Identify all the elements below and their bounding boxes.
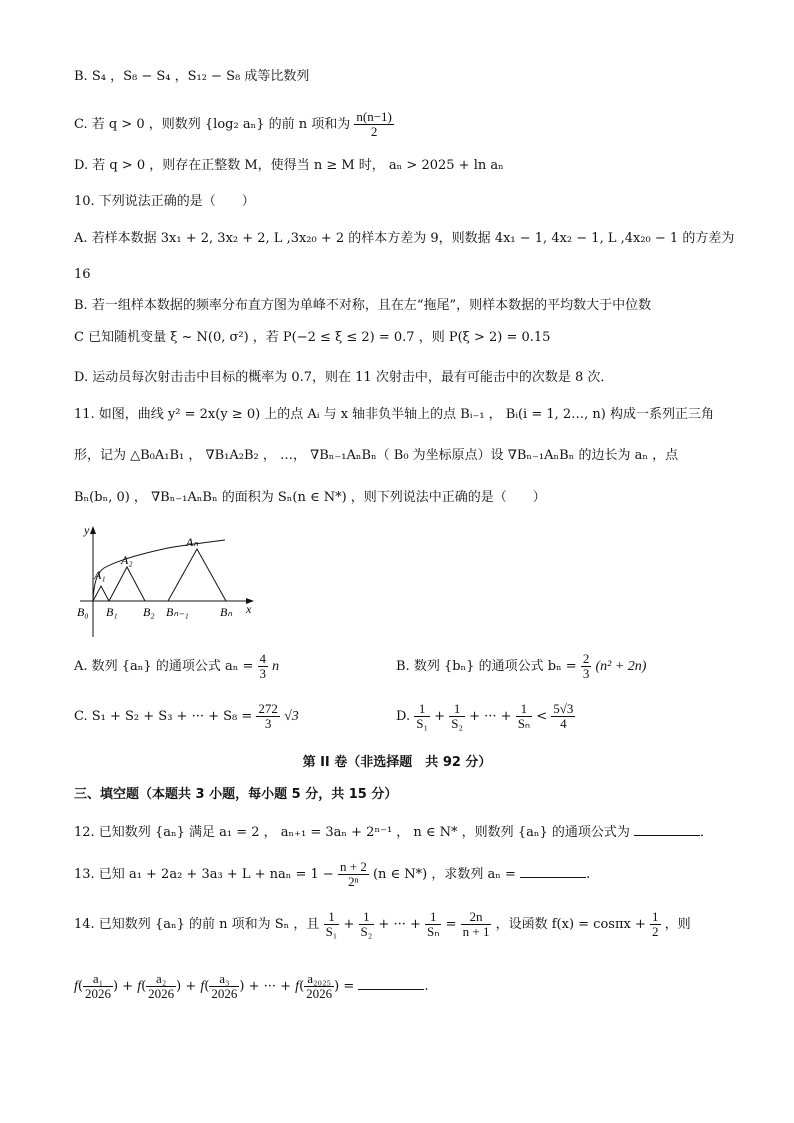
- frac-denominator: S₂: [360, 924, 373, 939]
- frac-numerator: a₂: [146, 972, 176, 987]
- frac-denominator: 3: [582, 666, 590, 681]
- q11d-frac-2: [449, 702, 465, 731]
- q10-option-b: B. 若一组样本数据的频率分布直方图为单峰不对称，且在左“拖尾”，则样本数据的平均数大于中位数: [74, 298, 652, 313]
- frac-numerator: 2n: [461, 910, 492, 925]
- q13-fraction: [338, 860, 369, 889]
- label-b0: B₀: [77, 605, 89, 619]
- frac-numerator: 1: [359, 910, 375, 925]
- q11d-frac-n: [516, 702, 532, 731]
- frac-denominator: 2: [652, 924, 659, 939]
- f-symbol: f: [200, 979, 205, 994]
- q14-frac-2: [359, 910, 375, 939]
- f-symbol: f: [74, 979, 78, 994]
- frac-numerator: 5√3: [553, 701, 574, 716]
- q14-post: ，设函数 f(x) = cosπx +: [495, 917, 646, 932]
- frac-denominator: Sₙ: [427, 924, 440, 939]
- frac-denominator: 2026: [84, 986, 111, 1001]
- triangle-n: [168, 549, 226, 601]
- frac-denominator: 2026: [211, 986, 238, 1001]
- triangle-1: [93, 586, 109, 601]
- q11b-text: B. 数列 {bₙ} 的通项公式 bₙ =: [396, 659, 577, 674]
- frac-denominator: Sₙ: [517, 716, 531, 731]
- f-symbol: f: [295, 979, 300, 994]
- q14-mid-fraction: [461, 910, 492, 939]
- q9-option-c: [74, 110, 394, 139]
- q11d-rhs: [551, 702, 575, 731]
- q9c-fraction: [354, 110, 394, 139]
- q14-frac-1: [324, 910, 340, 939]
- frac-denominator: S₂: [451, 716, 463, 731]
- q10-option-a-cont: 16: [74, 267, 91, 282]
- q11-option-c: [74, 702, 299, 731]
- q12: 12. 已知数列 {aₙ} 满足 a₁ = 2 ， aₙ₊₁ = 3aₙ + 2ⁿ⁻¹ ， n ∈ N* ，则数列 {aₙ} 的通项公式为 ．: [74, 825, 714, 840]
- frac-numerator: 1: [414, 702, 430, 717]
- frac-denominator: S₁: [325, 924, 338, 939]
- frac-denominator: 3: [259, 666, 267, 681]
- q14-f-arg-n: [304, 972, 334, 1001]
- q13-post: (n ∈ N*) ，求数列 aₙ =: [372, 867, 516, 882]
- plus-ellipsis: + ··· +: [469, 709, 512, 724]
- frac-numerator: 272: [258, 701, 278, 716]
- q14-frac-n: [425, 910, 441, 939]
- q10-stem: 10. 下列说法正确的是（ ）: [74, 194, 255, 209]
- frac-numerator: 1: [516, 702, 532, 717]
- y-axis-arrow: [90, 526, 96, 534]
- frac-denominator: 4: [560, 716, 567, 731]
- q11-option-d: [396, 702, 575, 731]
- q14-end: ，则: [664, 917, 691, 932]
- q14-text: 14. 已知数列 {aₙ} 的前 n 项和为 Sₙ ，且: [74, 917, 320, 932]
- q14-half: [650, 910, 661, 939]
- triangle-2: [109, 567, 145, 601]
- q11d-frac-1: [414, 702, 430, 731]
- frac-numerator: 1: [449, 702, 465, 717]
- parabola-curve: [93, 540, 225, 601]
- part-ii-heading: 第 II 卷（非选择题 共 92 分）: [302, 755, 492, 770]
- q11-option-b: [396, 652, 646, 681]
- label-b2: B₂: [143, 605, 155, 619]
- q11-stem-line3: Bₙ(bₙ, 0) ， ∇Bₙ₋₁AₙBₙ 的面积为 Sₙ(n ∈ N*) ，则下列说法中正确的是（ ）: [74, 490, 546, 505]
- plus-ellipsis: + ··· +: [378, 917, 421, 932]
- frac-numerator: a₁: [83, 972, 113, 987]
- q11d-label: D.: [396, 709, 411, 724]
- plus-sign: +: [434, 709, 446, 724]
- answer-blank[interactable]: [634, 823, 700, 836]
- frac-numerator: n(n−1): [356, 109, 392, 124]
- q9c-text: C. 若 q > 0 ，则数列 {log₂ aₙ} 的前 n 项和为: [74, 117, 351, 132]
- frac-numerator: 1: [324, 910, 340, 925]
- frac-numerator: 1: [652, 909, 659, 924]
- q13: 13. 已知 a₁ + 2a₂ + 3a₃ + L + naₙ = 1 − $\frac{n + 2}{\text{2ⁿ}}$ (n ∈ N*) ，求数列 aₙ = .: [74, 859, 591, 889]
- q10-option-d: D. 运动员每次射击击中目标的概率为 0.7，则在 11 次射击中，最有可能击中的次数是 8 次．: [74, 370, 614, 385]
- axis-label-y: y: [84, 523, 90, 537]
- frac-denominator: 3: [264, 716, 272, 731]
- q11c-text: C. S₁ + S₂ + S₃ + ··· + S₈ =: [74, 709, 253, 724]
- frac-numerator: 2: [582, 651, 590, 666]
- equals-sign: =: [445, 917, 457, 932]
- plus-sign: +: [343, 917, 355, 932]
- q11b-post: (n² + 2n): [595, 659, 647, 674]
- q10-option-c: C 已知随机变量 ξ ~ N(0, σ²) ，若 P(−2 ≤ ξ ≤ 2) = 0.7 ，则 P(ξ > 2) = 0.15: [74, 330, 551, 345]
- f-symbol: f: [137, 979, 142, 994]
- q14-f-arg-2: [146, 972, 176, 1001]
- label-a2: A₂: [121, 553, 133, 567]
- q9-option-d: D. 若 q > 0 ，则存在正整数 M，使得当 n ≥ M 时， aₙ > 2025 + ln aₙ: [74, 158, 504, 173]
- frac-denominator: 2026: [148, 986, 175, 1001]
- label-an: Aₙ: [186, 535, 199, 549]
- q14-line1: [74, 910, 691, 939]
- q11-stem-line2: 形，记为 △B₀A₁B₁ ， ∇B₁A₂B₂ ， …， ∇Bₙ₋₁AₙBₙ（ B₀ 为坐标原点）设 ∇Bₙ₋₁AₙBₙ 的边长为 aₙ ，点: [74, 448, 679, 463]
- frac-denominator: 2: [370, 124, 378, 139]
- q14-f-arg-3: [209, 972, 239, 1001]
- frac-numerator: 1: [425, 910, 441, 925]
- frac-denominator: n + 1: [462, 924, 490, 939]
- frac-denominator: S₁: [416, 716, 428, 731]
- q14-f-arg-1: [83, 972, 113, 1001]
- less-than: <: [536, 709, 548, 724]
- q12-text: 12. 已知数列 {aₙ} 满足 a₁ = 2 ， aₙ₊₁ = 3aₙ + 2ⁿ⁻¹ ， n ∈ N* ，则数列 {aₙ} 的通项公式为: [74, 825, 630, 840]
- q11b-fraction: [581, 652, 592, 681]
- frac-numerator: a₂₀₂₅: [304, 972, 334, 987]
- q14-line2: f( $\frac{\text{a₁}}{2026}$ ) + f( $\frac{\text{a₂}}{2026}$ ) + f( $\frac{\text{a₃}}{2026}$ ) + ··· + f( $\frac{\text{a₂₀₂₅}}{2026}$ ) = .: [74, 971, 429, 1001]
- q11a-post: n: [272, 659, 280, 674]
- q13-text: 13. 已知 a₁ + 2a₂ + 3a₃ + L + naₙ = 1 −: [74, 867, 334, 882]
- q11c-post: √3: [284, 709, 299, 724]
- q11-figure: [70, 520, 270, 640]
- q11c-fraction: [256, 702, 280, 731]
- answer-blank[interactable]: [358, 977, 424, 990]
- frac-numerator: n + 2: [339, 859, 367, 874]
- q9-option-b: B. S₄ ，S₈ − S₄ ，S₁₂ − S₈ 成等比数列: [74, 69, 310, 84]
- frac-denominator: 2ⁿ: [348, 874, 359, 889]
- q11a-text: A. 数列 {aₙ} 的通项公式 aₙ =: [74, 659, 254, 674]
- q11a-fraction: [258, 652, 269, 681]
- label-bn: Bₙ: [220, 605, 233, 619]
- label-a1: A₁: [94, 568, 106, 582]
- frac-numerator: a₃: [209, 972, 239, 987]
- axis-label-x: x: [246, 602, 252, 616]
- label-bn-1: Bₙ₋₁: [166, 605, 189, 619]
- section-3-heading: 三、填空题（本题共 3 小题，每小题 5 分，共 15 分）: [74, 787, 398, 802]
- q10-option-a: A. 若样本数据 3x₁ + 2, 3x₂ + 2, L ,3x₂₀ + 2 的样本方差为 9，则数据 4x₁ − 1, 4x₂ − 1, L ,4x₂₀ − 1 的方差为: [74, 231, 735, 246]
- label-b1: B₁: [106, 605, 118, 619]
- answer-blank[interactable]: [520, 865, 586, 878]
- frac-numerator: 4: [259, 651, 267, 666]
- q11-stem-line1: 11. 如图，曲线 y² = 2x(y ≥ 0) 上的点 Aᵢ 与 x 轴非负半轴上的点 Bᵢ₋₁ ， Bᵢ(i = 1, 2…, n) 构成一系列正三角: [74, 407, 715, 422]
- frac-denominator: 2026: [306, 986, 333, 1001]
- q11-option-a: [74, 652, 279, 681]
